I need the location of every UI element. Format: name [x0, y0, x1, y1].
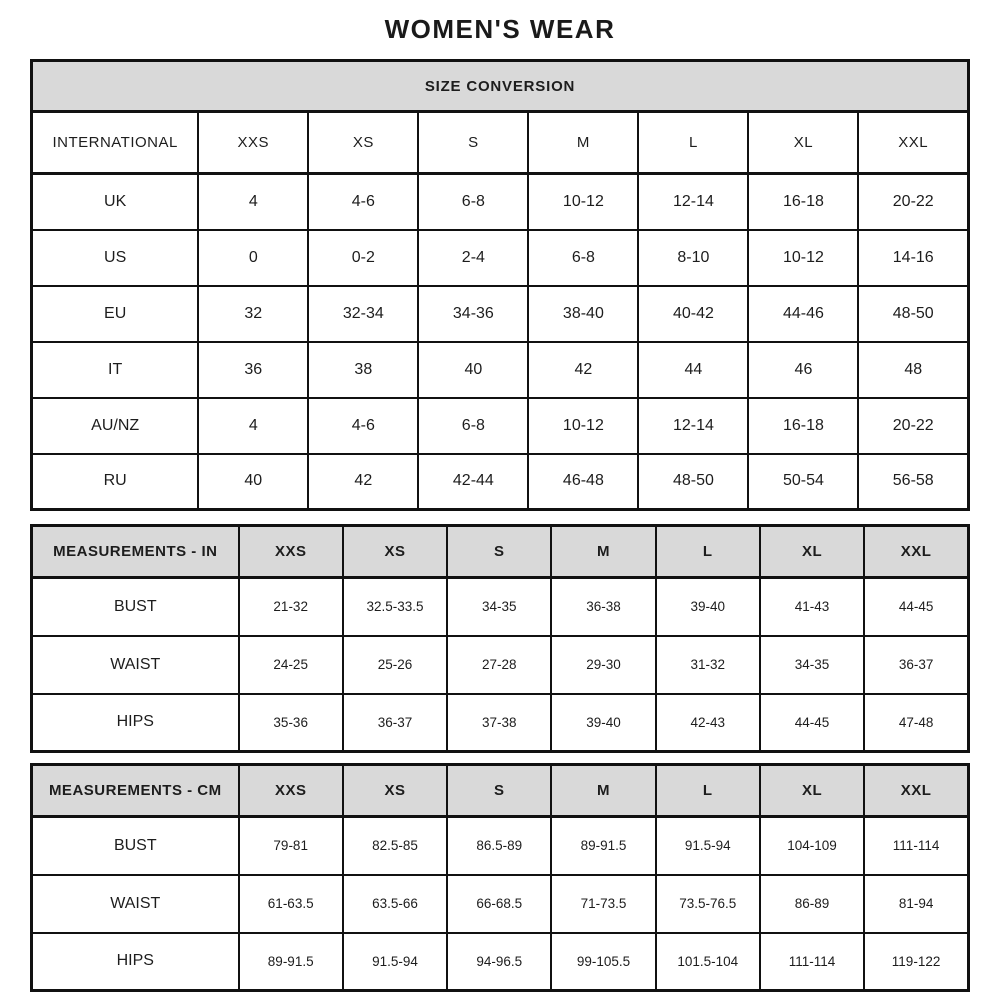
column-header-size-xl: XL	[760, 526, 864, 578]
measurement-value-cell: 94-96.5	[447, 933, 551, 991]
measurements-cm-table	[30, 763, 970, 992]
conversion-row-eu	[32, 286, 969, 342]
size-value-cell: 20-22	[858, 398, 968, 454]
size-value-cell: 48	[858, 342, 968, 398]
size-value-cell: 16-18	[748, 174, 858, 230]
measurement-value-cell: 86-89	[760, 875, 864, 933]
measurement-value-cell: 63.5-66	[343, 875, 447, 933]
measurement-value-cell: 73.5-76.5	[656, 875, 760, 933]
size-value-cell: 4	[198, 174, 308, 230]
size-value-cell: 6-8	[418, 174, 528, 230]
measurement-value-cell: 111-114	[864, 817, 968, 875]
measurement-value-cell: 29-30	[551, 636, 655, 694]
size-value-cell: 48-50	[858, 286, 968, 342]
size-value-cell: 0-2	[308, 230, 418, 286]
measurement-value-cell: 36-37	[864, 636, 968, 694]
conversion-row-au-nz	[32, 398, 969, 454]
size-value-cell: 32	[198, 286, 308, 342]
measurement-value-cell: 82.5-85	[343, 817, 447, 875]
row-label-us: US	[32, 230, 199, 286]
size-value-cell: 4	[198, 398, 308, 454]
size-conversion-table	[30, 59, 970, 511]
size-value-cell: 36	[198, 342, 308, 398]
measurement-value-cell: 32.5-33.5	[343, 578, 447, 636]
column-header-size-s: S	[418, 112, 528, 174]
column-header-size-s: S	[447, 765, 551, 817]
measurement-value-cell: 25-26	[343, 636, 447, 694]
column-header-size-xs: XS	[343, 765, 447, 817]
page-title: WOMEN'S WEAR	[384, 14, 616, 44]
row-label-ru: RU	[32, 454, 199, 510]
measurement-value-cell: 36-37	[343, 694, 447, 752]
conversion-row-uk	[32, 174, 969, 230]
measurement-value-cell: 41-43	[760, 578, 864, 636]
size-value-cell: 10-12	[528, 174, 638, 230]
measurement-row-waist	[32, 875, 969, 933]
row-label-eu: EU	[32, 286, 199, 342]
measurement-value-cell: 37-38	[447, 694, 551, 752]
size-value-cell: 10-12	[528, 398, 638, 454]
measurement-value-cell: 86.5-89	[447, 817, 551, 875]
row-label-bust: BUST	[32, 817, 239, 875]
size-value-cell: 32-34	[308, 286, 418, 342]
column-header-size-l: L	[656, 526, 760, 578]
measurement-value-cell: 44-45	[864, 578, 968, 636]
conversion-row-it	[32, 342, 969, 398]
row-label-uk: UK	[32, 174, 199, 230]
size-value-cell: 44-46	[748, 286, 858, 342]
measurements-cm-header: MEASUREMENTS - CM	[32, 765, 239, 817]
measurements-in-header: MEASUREMENTS - IN	[32, 526, 239, 578]
measurement-value-cell: 66-68.5	[447, 875, 551, 933]
measurement-value-cell: 89-91.5	[551, 817, 655, 875]
measurement-value-cell: 91.5-94	[656, 817, 760, 875]
size-conversion-header: SIZE CONVERSION	[32, 61, 969, 112]
measurement-value-cell: 39-40	[551, 694, 655, 752]
size-value-cell: 44	[638, 342, 748, 398]
row-label-hips: HIPS	[32, 694, 239, 752]
measurement-row-hips	[32, 694, 969, 752]
column-header-size-xxl: XXL	[864, 765, 968, 817]
size-value-cell: 12-14	[638, 398, 748, 454]
column-header-size-l: L	[656, 765, 760, 817]
row-label-waist: WAIST	[32, 636, 239, 694]
measurement-value-cell: 34-35	[447, 578, 551, 636]
size-value-cell: 10-12	[748, 230, 858, 286]
size-value-cell: 40-42	[638, 286, 748, 342]
size-value-cell: 38-40	[528, 286, 638, 342]
size-value-cell: 42-44	[418, 454, 528, 510]
measurement-value-cell: 36-38	[551, 578, 655, 636]
measurement-value-cell: 61-63.5	[239, 875, 343, 933]
row-label-bust: BUST	[32, 578, 239, 636]
measurement-value-cell: 101.5-104	[656, 933, 760, 991]
column-header-size-s: S	[447, 526, 551, 578]
size-value-cell: 4-6	[308, 174, 418, 230]
size-value-cell: 40	[418, 342, 528, 398]
column-header-size-m: M	[528, 112, 638, 174]
measurement-row-bust	[32, 578, 969, 636]
size-conversion-column-header-row	[32, 112, 969, 174]
measurement-value-cell: 24-25	[239, 636, 343, 694]
size-value-cell: 42	[308, 454, 418, 510]
size-value-cell: 38	[308, 342, 418, 398]
measurements-in-table	[30, 524, 970, 753]
column-header-size-xl: XL	[748, 112, 858, 174]
measurement-value-cell: 21-32	[239, 578, 343, 636]
size-value-cell: 8-10	[638, 230, 748, 286]
size-value-cell: 40	[198, 454, 308, 510]
measurement-value-cell: 35-36	[239, 694, 343, 752]
size-value-cell: 14-16	[858, 230, 968, 286]
conversion-row-us	[32, 230, 969, 286]
measurement-value-cell: 39-40	[656, 578, 760, 636]
measurement-value-cell: 31-32	[656, 636, 760, 694]
size-value-cell: 48-50	[638, 454, 748, 510]
measurement-row-waist	[32, 636, 969, 694]
size-value-cell: 42	[528, 342, 638, 398]
size-value-cell: 34-36	[418, 286, 528, 342]
measurement-value-cell: 91.5-94	[343, 933, 447, 991]
column-header-size-m: M	[551, 765, 655, 817]
column-header-size-m: M	[551, 526, 655, 578]
column-header-international: INTERNATIONAL	[32, 112, 199, 174]
measurement-value-cell: 119-122	[864, 933, 968, 991]
measurement-value-cell: 104-109	[760, 817, 864, 875]
measurement-value-cell: 111-114	[760, 933, 864, 991]
measurement-value-cell: 99-105.5	[551, 933, 655, 991]
measurement-value-cell: 44-45	[760, 694, 864, 752]
measurement-value-cell: 34-35	[760, 636, 864, 694]
size-value-cell: 6-8	[528, 230, 638, 286]
size-value-cell: 20-22	[858, 174, 968, 230]
column-header-size-l: L	[638, 112, 748, 174]
column-header-size-xs: XS	[343, 526, 447, 578]
measurements-cm-header-row	[32, 765, 969, 817]
column-header-size-xxs: XXS	[239, 765, 343, 817]
measurement-row-hips	[32, 933, 969, 991]
size-value-cell: 46	[748, 342, 858, 398]
measurement-value-cell: 81-94	[864, 875, 968, 933]
size-value-cell: 16-18	[748, 398, 858, 454]
measurement-value-cell: 27-28	[447, 636, 551, 694]
conversion-row-ru	[32, 454, 969, 510]
measurement-value-cell: 42-43	[656, 694, 760, 752]
size-conversion-banner-row	[32, 61, 969, 112]
row-label-hips: HIPS	[32, 933, 239, 991]
measurement-value-cell: 79-81	[239, 817, 343, 875]
column-header-size-xxs: XXS	[198, 112, 308, 174]
column-header-size-xl: XL	[760, 765, 864, 817]
measurement-value-cell: 71-73.5	[551, 875, 655, 933]
size-value-cell: 6-8	[418, 398, 528, 454]
size-value-cell: 56-58	[858, 454, 968, 510]
row-label-au-nz: AU/NZ	[32, 398, 199, 454]
size-value-cell: 46-48	[528, 454, 638, 510]
column-header-size-xxl: XXL	[864, 526, 968, 578]
size-value-cell: 0	[198, 230, 308, 286]
measurement-value-cell: 89-91.5	[239, 933, 343, 991]
row-label-waist: WAIST	[32, 875, 239, 933]
size-value-cell: 12-14	[638, 174, 748, 230]
size-value-cell: 50-54	[748, 454, 858, 510]
measurement-value-cell: 47-48	[864, 694, 968, 752]
measurements-in-header-row	[32, 526, 969, 578]
size-value-cell: 2-4	[418, 230, 528, 286]
measurement-row-bust	[32, 817, 969, 875]
column-header-size-xxs: XXS	[239, 526, 343, 578]
size-value-cell: 4-6	[308, 398, 418, 454]
column-header-size-xs: XS	[308, 112, 418, 174]
row-label-it: IT	[32, 342, 199, 398]
column-header-size-xxl: XXL	[858, 112, 968, 174]
